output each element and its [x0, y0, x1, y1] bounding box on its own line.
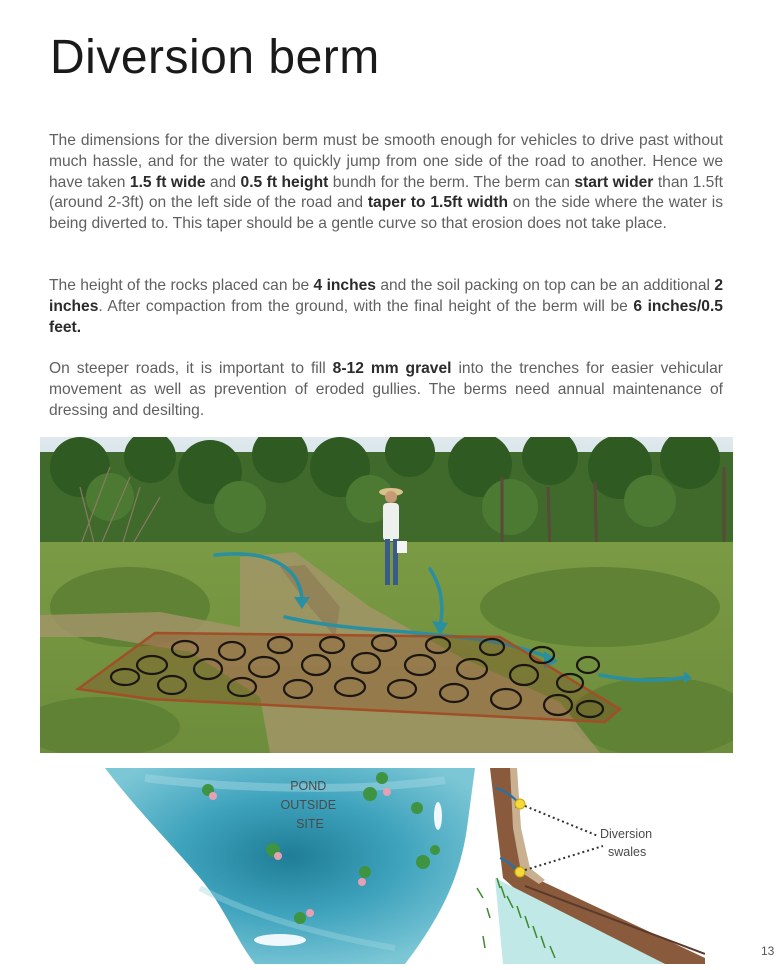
- paragraph-steeper-roads: [49, 359, 723, 421]
- text-run: on the side where the water is being diverted to. This taper should be a gentle curve so that erosion does not take place.: [49, 194, 723, 233]
- bold-run: 2 inches: [49, 277, 723, 315]
- text-run: into the trenches for easier vehicular movement as well as prevention of eroded gullies. The berms need annual maintenance of dressing and desilting.: [49, 360, 723, 419]
- text-run: bundh for the berm. The berm can: [328, 173, 575, 191]
- text-run: The dimensions for the diversion berm must be smooth enough for vehicles to drive past without much hassle, and for the water to quickly jump from one side of the road to another. Hence we have taken: [49, 132, 723, 191]
- bold-run: 6 inches/0.5 feet.: [49, 297, 723, 336]
- text-run: and the soil packing on top can be an additional: [375, 277, 715, 294]
- bold-run: 4 inches: [313, 277, 376, 294]
- berm-photo: [40, 437, 733, 753]
- berm-photo-illustration: [40, 437, 733, 753]
- bold-run: 1.5 ft wide: [129, 173, 206, 191]
- page-title: Diversion berm: [50, 31, 380, 84]
- text-run: than 1.5ft (around 2-3ft) on the left side of the road and: [49, 173, 723, 212]
- pond-label: POND OUTSIDE SITE: [280, 779, 337, 831]
- paragraph-berm-dimensions: [49, 131, 723, 235]
- pond-swale-drawing: [105, 768, 705, 964]
- pond-swale-illustration: [105, 768, 705, 964]
- paragraph-rock-height: [49, 276, 723, 338]
- text-run: . After compaction from the ground, with the final height of the berm will be: [98, 297, 634, 315]
- bold-run: 8-12 mm gravel: [332, 360, 452, 377]
- text-run: and: [205, 173, 241, 191]
- bold-run: 0.5 ft height: [240, 173, 329, 191]
- bold-run: taper to 1.5ft width: [367, 194, 508, 212]
- text-run: On steeper roads, it is important to fill: [49, 360, 333, 377]
- page-number: 13: [761, 944, 775, 958]
- text-run: The height of the rocks placed can be: [49, 277, 314, 294]
- bold-run: start wider: [574, 173, 654, 191]
- diversion-swales-label: Diversion swales: [600, 827, 653, 859]
